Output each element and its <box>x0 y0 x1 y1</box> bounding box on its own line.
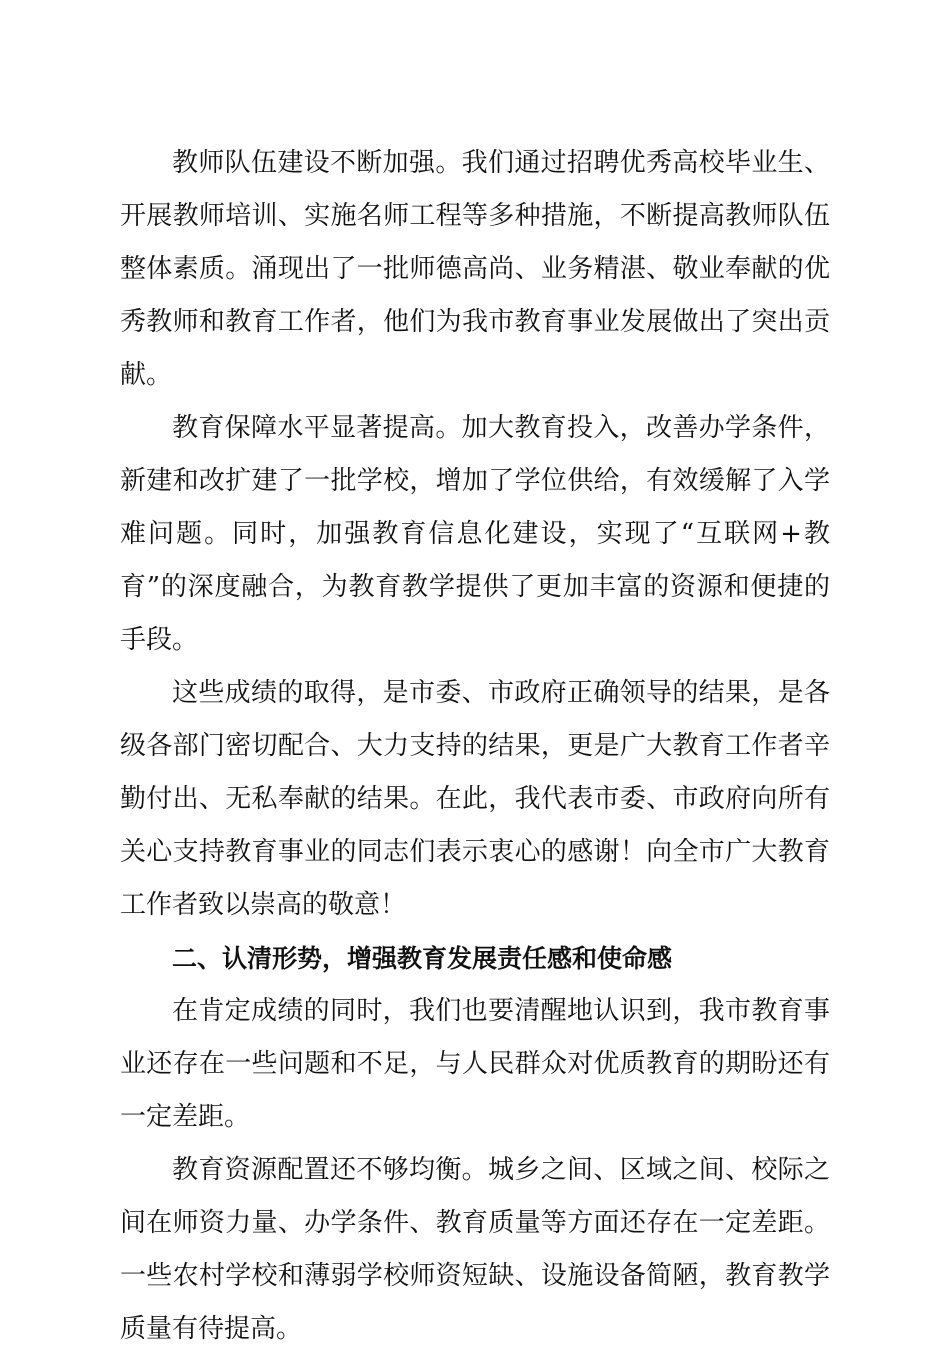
paragraph-achievements-thanks: 这些成绩的取得，是市委、市政府正确领导的结果，是各级各部门密切配合、大力支持的结果，更是广大教育工作者辛勤付出、无私奉献的结果。在此，我代表市委、市政府向所有关心支持教育事业的同志们表示衷心的感谢！向全市广大教育工作者致以崇高的敬意！ <box>120 678 830 920</box>
paragraph-education-guarantee: 教育保障水平显著提高。加大教育投入，改善办学条件，新建和改扩建了一批学校，增加了学位供给，有效缓解了入学难问题。同时，加强教育信息化建设，实现了“互联网+教育”的深度融合，为教育教学提供了更加丰富的资源和便捷的手段。 <box>120 413 830 655</box>
section-heading: 二、认清形势，增强教育发展责任感和使命感 <box>172 944 673 973</box>
paragraph-problems-intro: 在肯定成绩的同时，我们也要清醒地认识到，我市教育事业还存在一些问题和不足，与人民群众对优质教育的期盼还有一定差距。 <box>120 996 830 1132</box>
paragraph-resource-allocation: 教育资源配置还不够均衡。城乡之间、区域之间、校际之间在师资力量、办学条件、教育质量等方面还存在一定差距。一些农村学校和薄弱学校师资短缺、设施设备简陋，教育教学质量有待提高。 <box>120 1155 830 1344</box>
paragraph-teacher-team: 教师队伍建设不断加强。我们通过招聘优秀高校毕业生、开展教师培训、实施名师工程等多种措施，不断提高教师队伍整体素质。涌现出了一批师德高尚、业务精湛、敬业奉献的优秀教师和教育工作者，他们为我市教育事业发展做出了突出贡献。 <box>120 148 830 390</box>
document-page <box>120 137 830 1356</box>
